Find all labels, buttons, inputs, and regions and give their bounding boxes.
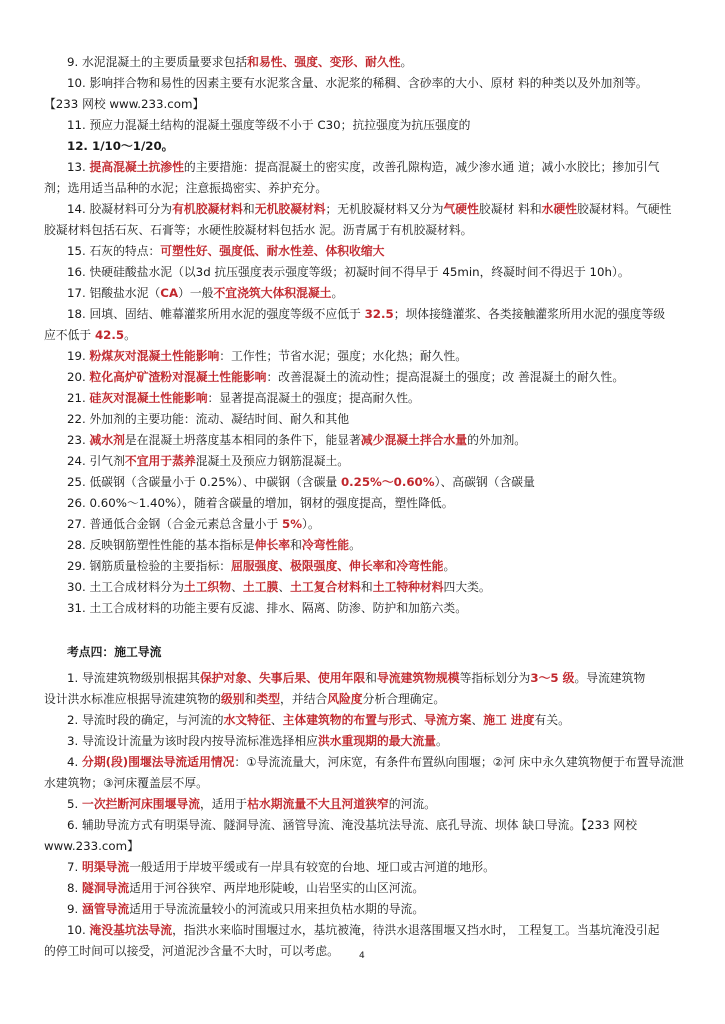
text-run: 应不低于 — [44, 328, 95, 342]
highlighted-text: 不宜浇筑大体积混凝土 — [213, 286, 332, 300]
text-run: 。 — [124, 328, 136, 342]
text-run: 16. 快硬硅酸盐水泥（以3d 抗压强度表示强度等级；初凝时间不得早于 45min，终凝时间不得迟于 10h）。 — [67, 265, 630, 279]
document-page — [44, 52, 704, 962]
text-line — [44, 899, 704, 920]
list-item — [44, 710, 704, 731]
text-line — [44, 836, 704, 857]
text-line — [44, 556, 704, 577]
text-run: 22. 外加剂的主要功能：流动、凝结时间、耐久和其他 — [67, 412, 350, 426]
page-number: 4 — [359, 951, 365, 961]
text-run: ；坝体接缝灌浆、各类接触灌浆所用水泥的强度等级 — [393, 307, 666, 321]
highlighted-text: 主体建筑物的布置与形式 — [282, 713, 413, 727]
highlighted-text: 硅灰对混凝土性能影响 — [89, 391, 208, 405]
list-item — [44, 157, 704, 199]
highlighted-text: 施工 进度 — [483, 713, 535, 727]
text-run: 23. — [67, 433, 90, 447]
text-run: 20. — [67, 370, 90, 384]
highlighted-text: 土工特种材料 — [372, 580, 444, 594]
text-run: 和 — [360, 580, 373, 594]
highlighted-text: 一次拦断河床围堰导流 — [82, 797, 200, 811]
text-run: 、 — [231, 580, 243, 594]
highlighted-text: 土工膜 — [242, 580, 279, 594]
highlighted-text: 隧洞导流 — [82, 881, 130, 895]
list-item — [44, 535, 704, 556]
list-item — [44, 493, 704, 514]
list-item — [44, 731, 704, 752]
text-line — [44, 920, 704, 941]
text-line — [44, 731, 704, 752]
text-run: 适用于导流流量较小的河流或只用来担负枯水期的导流。 — [129, 902, 425, 916]
text-run: 10. 影响拌合物和易性的因素主要有水泥浆含量、水泥浆的稀稠、含砂率的大小、原材 料的种类以及外加剂等。 — [67, 76, 648, 90]
highlighted-text: 5% — [282, 517, 303, 531]
list-item — [44, 430, 704, 451]
list-item — [44, 857, 704, 878]
text-line — [44, 241, 704, 262]
highlighted-text: 保护对象、失事后果、使用年限 — [199, 671, 366, 685]
text-run: 。 — [349, 538, 361, 552]
text-run: 10. — [67, 923, 90, 937]
text-line — [44, 514, 704, 535]
list-item — [44, 52, 704, 73]
list-item — [44, 514, 704, 535]
text-line — [44, 577, 704, 598]
text-run: 12. 1/10～1/20。 — [67, 139, 174, 153]
text-run: 的河流。 — [388, 797, 436, 811]
text-run: 的停工时间可以接受，河道泥沙含量不大时，可以考虑。 — [44, 944, 339, 958]
text-line — [44, 878, 704, 899]
list-item — [44, 73, 704, 115]
list-item — [44, 346, 704, 367]
list-item — [44, 388, 704, 409]
text-run: ，指洪水来临时围堰过水，基坑被淹，待洪水退落围堰又挡水时， 工程复工。当基坑淹没引起 — [172, 923, 660, 937]
text-run: 和 — [244, 692, 257, 706]
text-line — [44, 178, 704, 199]
text-line — [44, 493, 704, 514]
text-run: 8. — [67, 881, 83, 895]
section-heading: 考点四：施工导流 — [67, 645, 162, 659]
text-run: ，并结合 — [280, 692, 328, 706]
text-run: 29. 钢筋质量检验的主要指标： — [67, 559, 232, 573]
list-item — [44, 199, 704, 241]
highlighted-text: 枯水期流量不大且河道狭窄 — [247, 797, 389, 811]
list-item — [44, 668, 704, 710]
list-item — [44, 878, 704, 899]
highlighted-text: CA — [160, 286, 179, 300]
text-run: 3. 导流设计流量为该时段内按导流标准选择相应 — [67, 734, 318, 748]
highlighted-text: 无机胶凝材料 — [254, 202, 326, 216]
text-run: 设计洪水标准应根据导流建筑物的 — [44, 692, 221, 706]
text-run: 4. — [67, 755, 83, 769]
list-item — [44, 241, 704, 262]
text-line — [44, 668, 704, 689]
text-run: ：显著提高混凝土的强度；提高耐久性。 — [207, 391, 420, 405]
highlighted-text: 冷弯性能 — [301, 538, 350, 552]
highlighted-text: 明渠导流 — [82, 860, 130, 874]
list-item — [44, 472, 704, 493]
text-line — [44, 115, 704, 136]
text-run: 胶凝材料。气硬性 — [577, 202, 672, 216]
text-line — [44, 199, 704, 220]
text-run: 26. 0.60%～1.40%），随着含碳量的增加，钢材的强度提高，塑性降低。 — [67, 496, 454, 510]
highlighted-text: 导流建筑物规模 — [376, 671, 460, 685]
text-line — [44, 388, 704, 409]
text-line — [44, 94, 704, 115]
text-run: 胶凝材料包括石灰、石膏等；水硬性胶凝材料包括水 泥。沥青属于有机胶凝材料。 — [44, 223, 473, 237]
highlighted-text: 洪水重现期的最大流量 — [317, 734, 436, 748]
highlighted-text: 土工织物 — [183, 580, 232, 594]
text-run: 。 — [331, 286, 344, 300]
text-line — [44, 710, 704, 731]
highlighted-text: 土工复合材料 — [290, 580, 361, 594]
text-run: ：改善混凝土的流动性；提高混凝土的强度；改 善混凝土的耐久性。 — [266, 370, 625, 384]
list-item — [44, 598, 704, 619]
text-line — [44, 941, 704, 962]
highlighted-text: 类型 — [256, 692, 280, 706]
list-item — [44, 304, 704, 346]
text-line — [44, 535, 704, 556]
highlighted-text: 42.5 — [94, 328, 125, 342]
text-run: 13. — [67, 160, 90, 174]
text-line — [44, 857, 704, 878]
text-line — [44, 773, 704, 794]
text-run: 和 — [365, 671, 377, 685]
text-line — [44, 598, 704, 619]
text-run: 混凝土及预应力钢筋混凝土。 — [195, 454, 350, 468]
text-line — [44, 451, 704, 472]
highlighted-text: 可塑性好、强度低、耐水性差、体积收缩大 — [160, 244, 385, 258]
text-line — [44, 472, 704, 493]
text-run: 是在混凝土坍落度基本相同的条件下，能显著 — [124, 433, 361, 447]
text-run: 28. 反映钢筋塑性性能的基本指标是 — [67, 538, 255, 552]
highlighted-text: 0.25%～0.60% — [340, 475, 435, 489]
text-run: 、 — [412, 713, 425, 727]
highlighted-text: 水文特征 — [223, 713, 271, 727]
text-line — [44, 325, 704, 346]
text-run: 21. — [67, 391, 90, 405]
text-run: 一般适用于岸坡平缓或有一岸具有较宽的台地、垭口或古河道的地形。 — [129, 860, 495, 874]
highlighted-text: 屈服强度、极限强度、伸长率和冷弯性能 — [231, 559, 444, 573]
text-line — [44, 346, 704, 367]
text-run: 15. 石灰的特点： — [67, 244, 161, 258]
highlighted-text: 分期(段)围堰法导流适用情况 — [82, 755, 235, 769]
text-run: 有关。 — [534, 713, 570, 727]
text-run: 5. — [67, 797, 83, 811]
highlighted-text: 风险度 — [327, 692, 363, 706]
text-run: 9. — [67, 902, 83, 916]
diversion-list — [44, 668, 704, 962]
text-line — [44, 409, 704, 430]
text-run: 1. 导流建筑物级别根据其 — [67, 671, 200, 685]
text-run: 的主要措施：提高混凝土的密实度，改善孔隙构造，减少渗水通 道；减小水胶比；掺加引气 — [183, 160, 660, 174]
list-item — [44, 577, 704, 598]
highlighted-text: 减少混凝土拌合水量 — [360, 433, 468, 447]
list-item — [44, 451, 704, 472]
list-item — [44, 283, 704, 304]
list-item — [44, 409, 704, 430]
text-run: 。 — [400, 55, 413, 69]
highlighted-text: 32.5 — [364, 307, 394, 321]
highlighted-text: 提高混凝土抗渗性 — [89, 160, 184, 174]
text-run: www.233.com】 — [44, 839, 139, 853]
text-line — [44, 430, 704, 451]
text-line — [44, 136, 704, 157]
text-run: ：①导流流量大，河床宽，有条件布置纵向围堰；②河 床中永久建筑物便于布置导流泄 — [234, 755, 684, 769]
text-run: 、 — [270, 713, 283, 727]
text-run: 和 — [290, 538, 302, 552]
highlighted-text: 粉煤灰对混凝土性能影响 — [89, 349, 220, 363]
text-run: 、 — [471, 713, 484, 727]
text-line — [44, 304, 704, 325]
text-line — [44, 157, 704, 178]
highlighted-text: 有机胶凝材料 — [172, 202, 243, 216]
text-run: 6. 辅助导流方式有明渠导流、隧洞导流、涵管导流、淹没基坑法导流、底孔导流、坝体 缺口导流。【233 网校 — [67, 818, 637, 832]
text-run: 适用于河谷狭窄、两岸地形陡峻，山岩坚实的山区河流。 — [129, 881, 425, 895]
text-line — [44, 752, 704, 773]
list-item — [44, 920, 704, 962]
highlighted-text: 减水剂 — [89, 433, 125, 447]
text-run: ：工作性；节省水泥；强度；水化热；耐久性。 — [219, 349, 468, 363]
text-line — [44, 283, 704, 304]
list-item — [44, 815, 704, 857]
list-item — [44, 556, 704, 577]
text-run: 胶凝材 料和 — [478, 202, 542, 216]
text-run: 、 — [278, 580, 291, 594]
list-item — [44, 752, 704, 794]
list-item — [44, 899, 704, 920]
text-run: 31. 土工合成材料的功能主要有反滤、排水、隔离、防渗、防护和加筋六类。 — [67, 601, 468, 615]
text-run: 7. — [67, 860, 83, 874]
list-item — [44, 367, 704, 388]
highlighted-text: 涵管导流 — [82, 902, 130, 916]
text-line — [44, 794, 704, 815]
list-item — [44, 136, 704, 157]
text-run: 。 — [435, 734, 448, 748]
text-run: 水建筑物；③河床覆盖层不厚。 — [44, 776, 208, 790]
list-item — [44, 794, 704, 815]
text-run: 分析合理确定。 — [362, 692, 446, 706]
highlighted-text: 气硬性 — [443, 202, 479, 216]
highlighted-text: 级别 — [220, 692, 245, 706]
highlighted-text: 粒化高炉矿渣粉对混凝土性能影响 — [89, 370, 267, 384]
text-run: 14. 胶凝材料可分为 — [67, 202, 173, 216]
text-run: ；无机胶凝材料又分为 — [325, 202, 444, 216]
text-run: 。导流建筑物 — [574, 671, 646, 685]
highlighted-text: 不宜用于蒸养 — [124, 454, 196, 468]
text-run: 17. 铝酸盐水泥（ — [67, 286, 161, 300]
text-run: 27. 普通低合金钢（合金元素总含量小于 — [67, 517, 283, 531]
text-run: 【233 网校 www.233.com】 — [44, 97, 205, 111]
text-line — [44, 689, 704, 710]
text-run: 等指标划分为 — [459, 671, 531, 685]
text-line — [44, 52, 704, 73]
list-item — [44, 115, 704, 136]
text-line — [44, 815, 704, 836]
text-run: 18. 回填、固结、帷幕灌浆所用水泥的强度等级不应低于 — [67, 307, 365, 321]
text-run: 25. 低碳钢（含碳量小于 0.25%）、中碳钢（含碳量 — [67, 475, 341, 489]
highlighted-text: 和易性、强度、变形、耐久性 — [247, 55, 401, 69]
text-run: 2. 导流时段的确定，与河流的 — [67, 713, 224, 727]
text-run: 24. 引气剂 — [67, 454, 125, 468]
text-line — [44, 73, 704, 94]
text-run: ）一般 — [178, 286, 214, 300]
highlighted-text: 导流方案 — [424, 713, 472, 727]
list-item — [44, 262, 704, 283]
text-line — [44, 262, 704, 283]
text-run: 30. 土工合成材料分为 — [67, 580, 184, 594]
text-run: 四大类。 — [443, 580, 491, 594]
highlighted-text: 3～5 级 — [530, 671, 575, 685]
text-line — [44, 367, 704, 388]
text-run: 11. 预应力混凝土结构的混凝土强度等级不小于 C30；抗拉强度为抗压强度的 — [67, 118, 471, 132]
materials-list — [44, 52, 704, 619]
text-run: ，适用于 — [200, 797, 248, 811]
text-line — [44, 220, 704, 241]
text-run: 和 — [242, 202, 255, 216]
text-run: 剂；选用适当品种的水泥；注意振捣密实、养护充分。 — [44, 181, 328, 195]
text-run: 的外加剂。 — [467, 433, 527, 447]
text-run: 19. — [67, 349, 90, 363]
highlighted-text: 淹没基坑法导流 — [89, 923, 173, 937]
highlighted-text: 伸长率 — [254, 538, 291, 552]
highlighted-text: 水硬性 — [541, 202, 578, 216]
text-run: ）、高碳钢（含碳量 — [434, 475, 535, 489]
text-run: 9. 水泥混凝土的主要质量要求包括 — [67, 55, 248, 69]
text-run: 。 — [443, 559, 456, 573]
text-run: ）。 — [302, 517, 320, 531]
